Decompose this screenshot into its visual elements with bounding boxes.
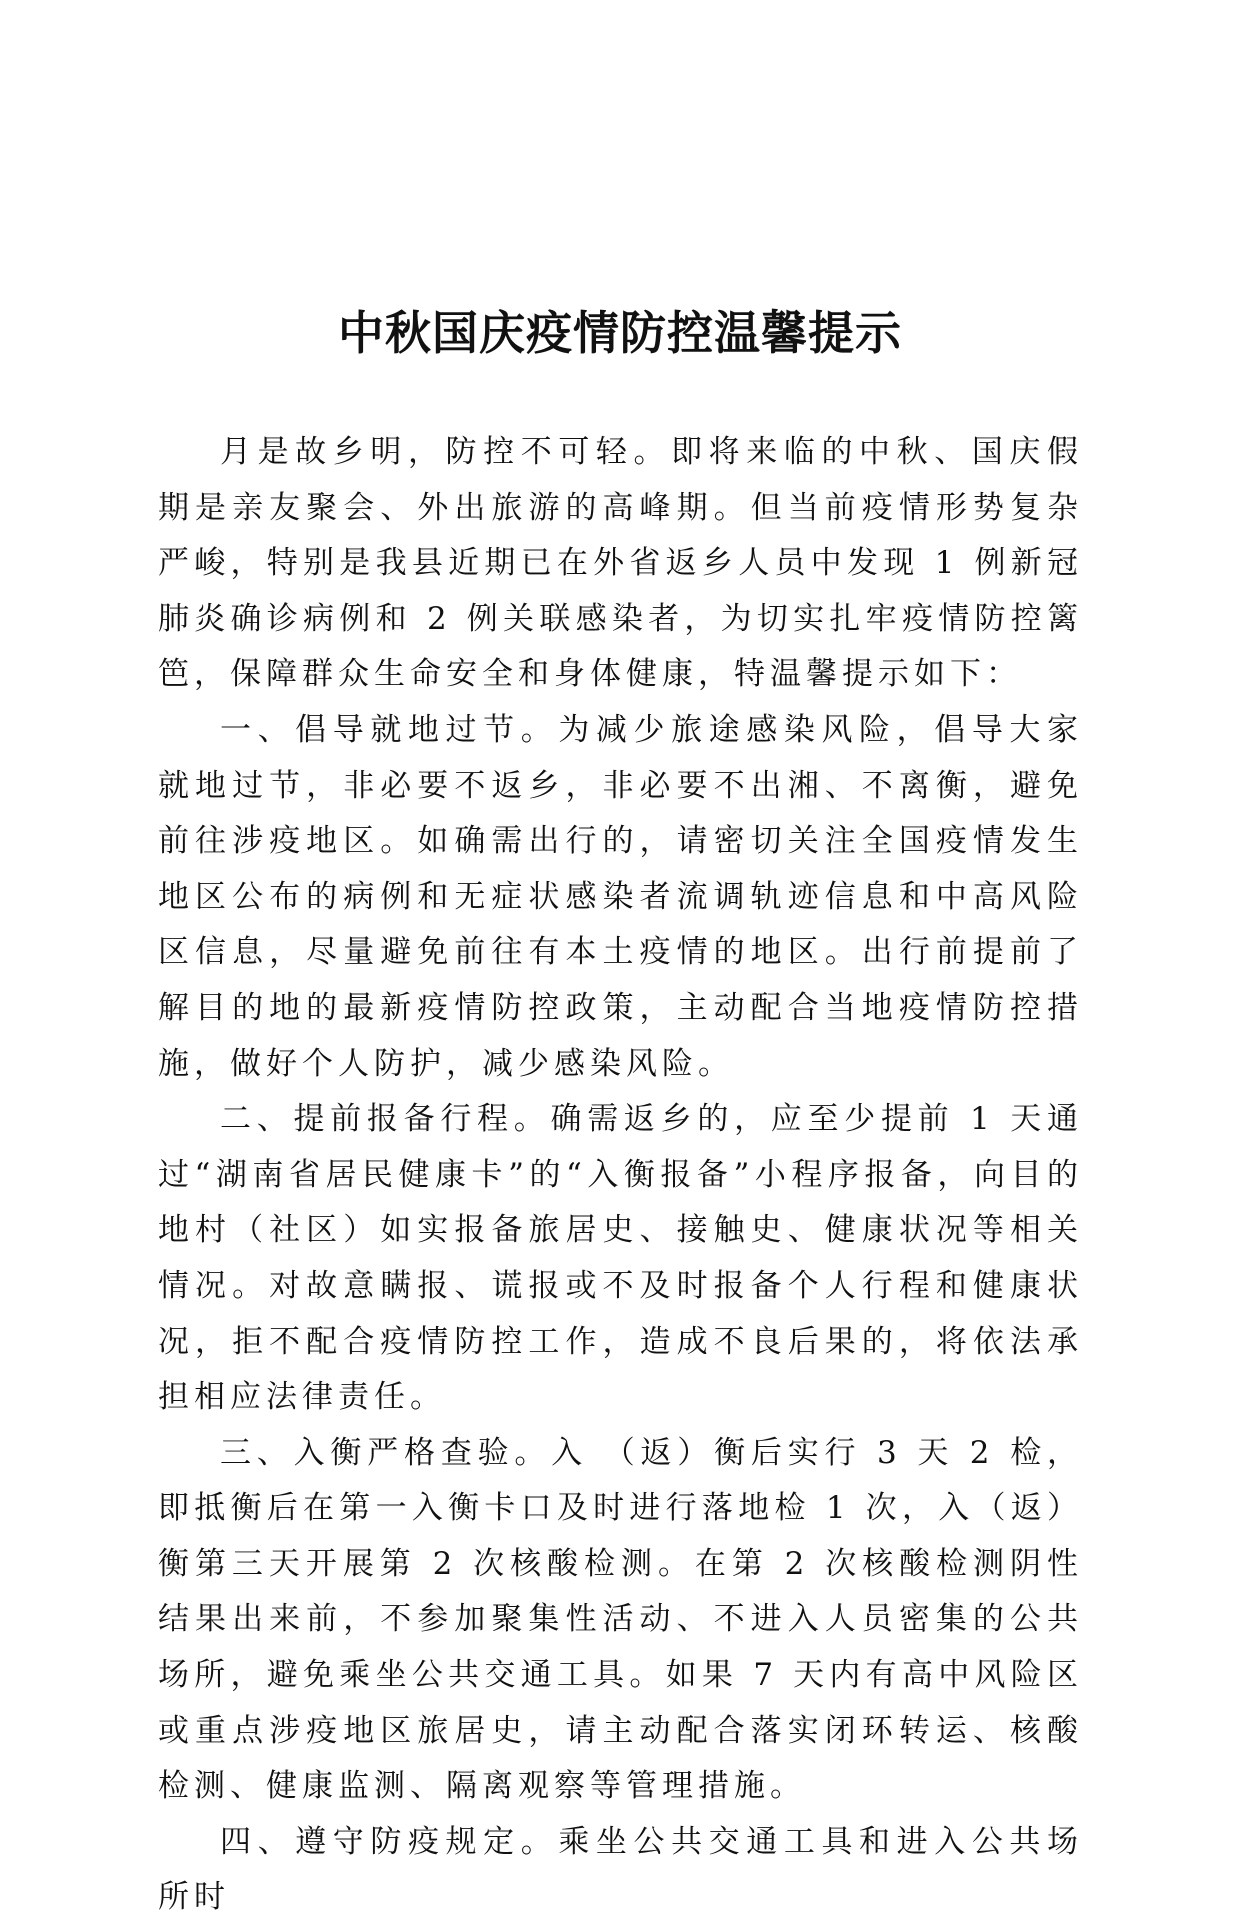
intro-paragraph: 月是故乡明，防控不可轻。即将来临的中秋、国庆假期是亲友聚会、外出旅游的高峰期。但当前疫情形势复杂严峻，特别是我县近期已在外省返乡人员中发现 1 例新冠肺炎确诊病例和 2 例关联感染者，为切实扎牢疫情防控篱笆，保障群众生命安全和身体健康，特温馨提示如下： <box>158 434 1083 693</box>
document-body <box>158 425 1083 1926</box>
section-4-paragraph: 四、遵守防疫规定。乘坐公共交通工具和进入公共场所时 <box>158 1823 1083 1916</box>
section-3-paragraph: 三、入衡严格查验。入 （返）衡后实行 3 天 2 检，即抵衡后在第一入衡卡口及时进行落地检 1 次，入（返）衡第三天开展第 2 次核酸检测。在第 2 次核酸检测阴性结果出来前，不参加聚集性活动、不进入人员密集的公共场所，避免乘坐公共交通工具。如果 7 天内有高中风险区或重点涉疫地区旅居史，请主动配合落实闭环转运、核酸检测、健康监测、隔离观察等管理措施。 <box>158 1434 1083 1805</box>
section-1-paragraph: 一、倡导就地过节。为减少旅途感染风险，倡导大家就地过节，非必要不返乡，非必要不出湘、不离衡，避免前往涉疫地区。如确需出行的，请密切关注全国疫情发生地区公布的病例和无症状感染者流调轨迹信息和中高风险区信息，尽量避免前往有本土疫情的地区。出行前提前了解目的地的最新疫情防控政策，主动配合当地疫情防控措施，做好个人防护，减少感染风险。 <box>158 711 1083 1082</box>
document-title: 中秋国庆疫情防控温馨提示 <box>338 306 902 360</box>
section-2-paragraph: 二、提前报备行程。确需返乡的，应至少提前 1 天通过“湖南省居民健康卡”的“入衡报备”小程序报备，向目的地村（社区）如实报备旅居史、接触史、健康状况等相关情况。对故意瞒报、谎报或不及时报备个人行程和健康状况，拒不配合疫情防控工作，造成不良后果的，将依法承担相应法律责任。 <box>158 1101 1083 1416</box>
